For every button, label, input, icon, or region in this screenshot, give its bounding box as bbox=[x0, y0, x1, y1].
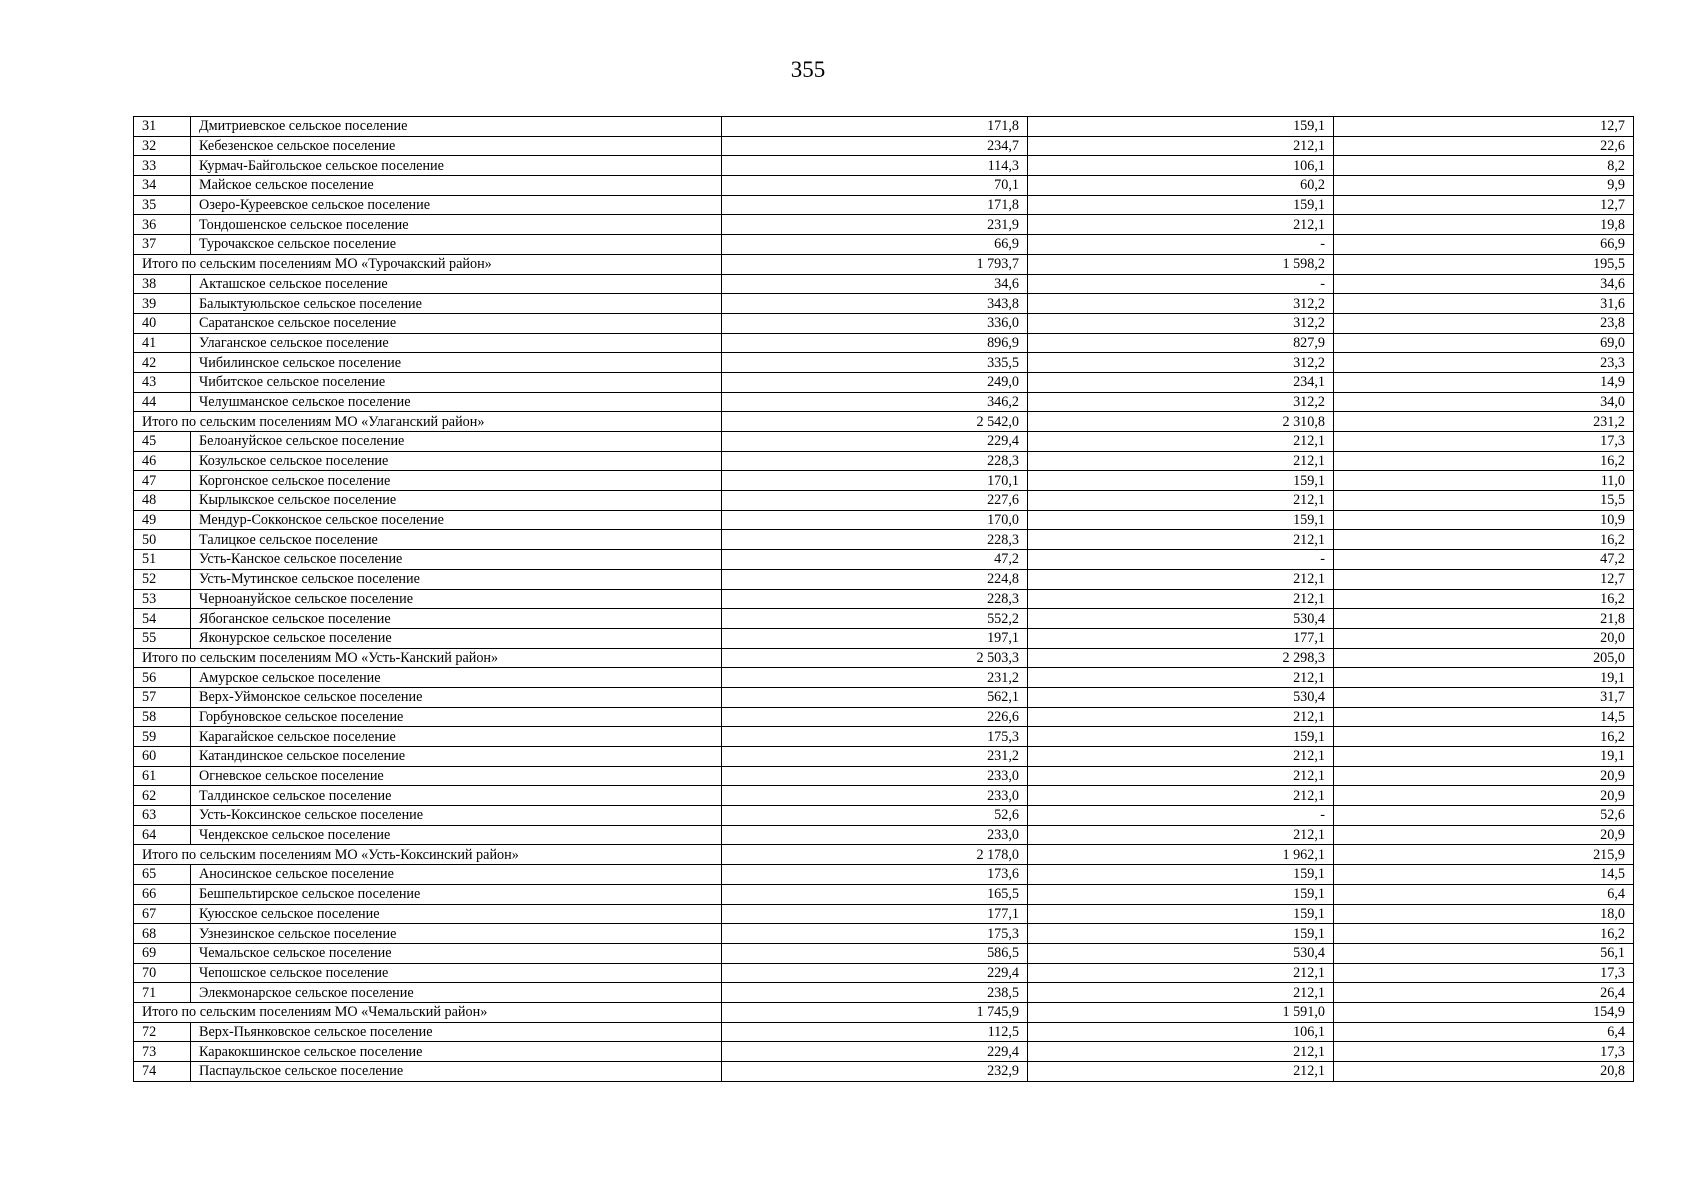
value-cell-1: 233,0 bbox=[722, 825, 1028, 845]
value-cell-2: 212,1 bbox=[1028, 451, 1334, 471]
value-cell-2: 159,1 bbox=[1028, 471, 1334, 491]
row-number-cell: 55 bbox=[134, 628, 191, 648]
value-cell-2: 212,1 bbox=[1028, 786, 1334, 806]
table-row bbox=[134, 156, 1634, 176]
value-cell-2: 212,1 bbox=[1028, 1042, 1334, 1062]
value-cell-1: 335,5 bbox=[722, 353, 1028, 373]
row-number-cell: 63 bbox=[134, 806, 191, 826]
settlement-name-cell: Челушманское сельское поселение bbox=[191, 392, 722, 412]
settlement-name-cell: Козульское сельское поселение bbox=[191, 451, 722, 471]
value-cell-1: 165,5 bbox=[722, 884, 1028, 904]
value-cell-2: 106,1 bbox=[1028, 1022, 1334, 1042]
value-cell-1: 114,3 bbox=[722, 156, 1028, 176]
value-cell-3: 26,4 bbox=[1334, 983, 1634, 1003]
settlement-name-cell: Амурское сельское поселение bbox=[191, 668, 722, 688]
value-cell-2: 159,1 bbox=[1028, 510, 1334, 530]
value-cell-2: 530,4 bbox=[1028, 687, 1334, 707]
row-number-cell: 70 bbox=[134, 963, 191, 983]
value-cell-1: 343,8 bbox=[722, 294, 1028, 314]
settlement-name-cell: Белоануйское сельское поселение bbox=[191, 432, 722, 452]
settlement-name-cell: Элекмонарское сельское поселение bbox=[191, 983, 722, 1003]
table-row bbox=[134, 766, 1634, 786]
value-cell-1: 2 542,0 bbox=[722, 412, 1028, 432]
row-number-cell: 61 bbox=[134, 766, 191, 786]
table-row bbox=[134, 628, 1634, 648]
value-cell-3: 8,2 bbox=[1334, 156, 1634, 176]
settlement-name-cell: Горбуновское сельское поселение bbox=[191, 707, 722, 727]
table-row bbox=[134, 707, 1634, 727]
value-cell-1: 47,2 bbox=[722, 550, 1028, 570]
value-cell-3: 66,9 bbox=[1334, 235, 1634, 255]
value-cell-3: 23,3 bbox=[1334, 353, 1634, 373]
table-row bbox=[134, 491, 1634, 511]
settlement-name-cell: Верх-Пьянковское сельское поселение bbox=[191, 1022, 722, 1042]
value-cell-3: 12,7 bbox=[1334, 569, 1634, 589]
value-cell-2: 177,1 bbox=[1028, 628, 1334, 648]
value-cell-3: 47,2 bbox=[1334, 550, 1634, 570]
total-label-cell: Итого по сельским поселениям МО «Усть-Канский район» bbox=[134, 648, 722, 668]
value-cell-3: 195,5 bbox=[1334, 254, 1634, 274]
row-number-cell: 35 bbox=[134, 195, 191, 215]
settlement-name-cell: Черноануйское сельское поселение bbox=[191, 589, 722, 609]
value-cell-2: 212,1 bbox=[1028, 668, 1334, 688]
settlement-name-cell: Дмитриевское сельское поселение bbox=[191, 117, 722, 137]
value-cell-1: 171,8 bbox=[722, 195, 1028, 215]
value-cell-3: 6,4 bbox=[1334, 1022, 1634, 1042]
value-cell-1: 234,7 bbox=[722, 136, 1028, 156]
value-cell-1: 562,1 bbox=[722, 687, 1028, 707]
value-cell-2: 212,1 bbox=[1028, 963, 1334, 983]
total-row bbox=[134, 648, 1634, 668]
value-cell-3: 16,2 bbox=[1334, 451, 1634, 471]
value-cell-2: 212,1 bbox=[1028, 707, 1334, 727]
value-cell-1: 2 503,3 bbox=[722, 648, 1028, 668]
table-row bbox=[134, 294, 1634, 314]
value-cell-3: 34,0 bbox=[1334, 392, 1634, 412]
value-cell-3: 11,0 bbox=[1334, 471, 1634, 491]
value-cell-2: 1 962,1 bbox=[1028, 845, 1334, 865]
value-cell-2: 159,1 bbox=[1028, 195, 1334, 215]
row-number-cell: 62 bbox=[134, 786, 191, 806]
total-row bbox=[134, 412, 1634, 432]
value-cell-1: 66,9 bbox=[722, 235, 1028, 255]
row-number-cell: 45 bbox=[134, 432, 191, 452]
value-cell-1: 224,8 bbox=[722, 569, 1028, 589]
value-cell-2: 159,1 bbox=[1028, 924, 1334, 944]
total-label-cell: Итого по сельским поселениям МО «Улаганский район» bbox=[134, 412, 722, 432]
table-row bbox=[134, 1022, 1634, 1042]
value-cell-3: 22,6 bbox=[1334, 136, 1634, 156]
table-row bbox=[134, 117, 1634, 137]
settlement-name-cell: Каракокшинское сельское поселение bbox=[191, 1042, 722, 1062]
value-cell-3: 20,0 bbox=[1334, 628, 1634, 648]
value-cell-2: 234,1 bbox=[1028, 372, 1334, 392]
value-cell-1: 231,2 bbox=[722, 668, 1028, 688]
table-row bbox=[134, 924, 1634, 944]
value-cell-2: 312,2 bbox=[1028, 353, 1334, 373]
value-cell-2: 212,1 bbox=[1028, 589, 1334, 609]
value-cell-2: 1 591,0 bbox=[1028, 1002, 1334, 1022]
value-cell-2: 212,1 bbox=[1028, 491, 1334, 511]
value-cell-3: 21,8 bbox=[1334, 609, 1634, 629]
value-cell-3: 31,7 bbox=[1334, 687, 1634, 707]
value-cell-3: 16,2 bbox=[1334, 530, 1634, 550]
value-cell-2: 827,9 bbox=[1028, 333, 1334, 353]
value-cell-1: 229,4 bbox=[722, 963, 1028, 983]
value-cell-2: 212,1 bbox=[1028, 983, 1334, 1003]
row-number-cell: 68 bbox=[134, 924, 191, 944]
settlement-name-cell: Тондошенское сельское поселение bbox=[191, 215, 722, 235]
row-number-cell: 66 bbox=[134, 884, 191, 904]
settlement-name-cell: Чибилинское сельское поселение bbox=[191, 353, 722, 373]
total-row bbox=[134, 845, 1634, 865]
value-cell-3: 69,0 bbox=[1334, 333, 1634, 353]
settlement-name-cell: Паспаульское сельское поселение bbox=[191, 1062, 722, 1082]
table-row bbox=[134, 451, 1634, 471]
settlement-name-cell: Майское сельское поселение bbox=[191, 176, 722, 196]
total-row bbox=[134, 1002, 1634, 1022]
value-cell-2: 159,1 bbox=[1028, 117, 1334, 137]
settlement-name-cell: Коргонское сельское поселение bbox=[191, 471, 722, 491]
total-label-cell: Итого по сельским поселениям МО «Усть-Коксинский район» bbox=[134, 845, 722, 865]
row-number-cell: 42 bbox=[134, 353, 191, 373]
value-cell-1: 170,1 bbox=[722, 471, 1028, 491]
settlement-name-cell: Куюсское сельское поселение bbox=[191, 904, 722, 924]
value-cell-3: 20,9 bbox=[1334, 825, 1634, 845]
row-number-cell: 69 bbox=[134, 943, 191, 963]
row-number-cell: 34 bbox=[134, 176, 191, 196]
value-cell-3: 34,6 bbox=[1334, 274, 1634, 294]
value-cell-1: 233,0 bbox=[722, 766, 1028, 786]
row-number-cell: 32 bbox=[134, 136, 191, 156]
settlements-table bbox=[133, 116, 1634, 1082]
settlement-name-cell: Мендур-Сокконское сельское поселение bbox=[191, 510, 722, 530]
table-row bbox=[134, 353, 1634, 373]
row-number-cell: 72 bbox=[134, 1022, 191, 1042]
value-cell-1: 177,1 bbox=[722, 904, 1028, 924]
settlement-name-cell: Аносинское сельское поселение bbox=[191, 865, 722, 885]
value-cell-2: 159,1 bbox=[1028, 727, 1334, 747]
value-cell-3: 19,1 bbox=[1334, 668, 1634, 688]
row-number-cell: 36 bbox=[134, 215, 191, 235]
table-row bbox=[134, 806, 1634, 826]
row-number-cell: 52 bbox=[134, 569, 191, 589]
value-cell-1: 229,4 bbox=[722, 1042, 1028, 1062]
value-cell-1: 233,0 bbox=[722, 786, 1028, 806]
value-cell-1: 173,6 bbox=[722, 865, 1028, 885]
settlement-name-cell: Огневское сельское поселение bbox=[191, 766, 722, 786]
value-cell-1: 34,6 bbox=[722, 274, 1028, 294]
row-number-cell: 46 bbox=[134, 451, 191, 471]
table-row bbox=[134, 904, 1634, 924]
value-cell-3: 12,7 bbox=[1334, 117, 1634, 137]
table-row bbox=[134, 943, 1634, 963]
value-cell-2: - bbox=[1028, 235, 1334, 255]
row-number-cell: 56 bbox=[134, 668, 191, 688]
table-row bbox=[134, 589, 1634, 609]
row-number-cell: 44 bbox=[134, 392, 191, 412]
settlement-name-cell: Усть-Мутинское сельское поселение bbox=[191, 569, 722, 589]
value-cell-3: 15,5 bbox=[1334, 491, 1634, 511]
value-cell-3: 16,2 bbox=[1334, 589, 1634, 609]
settlement-name-cell: Талицкое сельское поселение bbox=[191, 530, 722, 550]
value-cell-3: 20,9 bbox=[1334, 766, 1634, 786]
settlement-name-cell: Курмач-Байгольское сельское поселение bbox=[191, 156, 722, 176]
table-row bbox=[134, 392, 1634, 412]
value-cell-3: 9,9 bbox=[1334, 176, 1634, 196]
value-cell-1: 52,6 bbox=[722, 806, 1028, 826]
value-cell-1: 228,3 bbox=[722, 451, 1028, 471]
value-cell-3: 14,5 bbox=[1334, 865, 1634, 885]
value-cell-2: 159,1 bbox=[1028, 904, 1334, 924]
value-cell-2: 159,1 bbox=[1028, 884, 1334, 904]
value-cell-1: 70,1 bbox=[722, 176, 1028, 196]
value-cell-3: 16,2 bbox=[1334, 727, 1634, 747]
table-row bbox=[134, 136, 1634, 156]
table-row bbox=[134, 510, 1634, 530]
value-cell-2: 212,1 bbox=[1028, 825, 1334, 845]
value-cell-3: 231,2 bbox=[1334, 412, 1634, 432]
table-row bbox=[134, 884, 1634, 904]
value-cell-2: 2 310,8 bbox=[1028, 412, 1334, 432]
value-cell-1: 586,5 bbox=[722, 943, 1028, 963]
row-number-cell: 48 bbox=[134, 491, 191, 511]
value-cell-3: 14,9 bbox=[1334, 372, 1634, 392]
value-cell-2: 530,4 bbox=[1028, 609, 1334, 629]
table-row bbox=[134, 1042, 1634, 1062]
settlement-name-cell: Турочакское сельское поселение bbox=[191, 235, 722, 255]
value-cell-1: 249,0 bbox=[722, 372, 1028, 392]
value-cell-2: 312,2 bbox=[1028, 392, 1334, 412]
settlement-name-cell: Карагайское сельское поселение bbox=[191, 727, 722, 747]
settlement-name-cell: Верх-Уймонское сельское поселение bbox=[191, 687, 722, 707]
value-cell-1: 226,6 bbox=[722, 707, 1028, 727]
value-cell-2: 530,4 bbox=[1028, 943, 1334, 963]
value-cell-1: 175,3 bbox=[722, 924, 1028, 944]
value-cell-2: 212,1 bbox=[1028, 766, 1334, 786]
value-cell-2: 312,2 bbox=[1028, 294, 1334, 314]
value-cell-1: 231,9 bbox=[722, 215, 1028, 235]
value-cell-3: 16,2 bbox=[1334, 924, 1634, 944]
table-row bbox=[134, 569, 1634, 589]
table-body bbox=[134, 117, 1634, 1082]
value-cell-3: 17,3 bbox=[1334, 1042, 1634, 1062]
table-row bbox=[134, 372, 1634, 392]
table-row bbox=[134, 550, 1634, 570]
row-number-cell: 37 bbox=[134, 235, 191, 255]
row-number-cell: 65 bbox=[134, 865, 191, 885]
value-cell-2: 212,1 bbox=[1028, 747, 1334, 767]
settlement-name-cell: Чемальское сельское поселение bbox=[191, 943, 722, 963]
settlement-name-cell: Улаганское сельское поселение bbox=[191, 333, 722, 353]
value-cell-2: 106,1 bbox=[1028, 156, 1334, 176]
row-number-cell: 43 bbox=[134, 372, 191, 392]
value-cell-3: 31,6 bbox=[1334, 294, 1634, 314]
row-number-cell: 33 bbox=[134, 156, 191, 176]
value-cell-1: 896,9 bbox=[722, 333, 1028, 353]
value-cell-3: 10,9 bbox=[1334, 510, 1634, 530]
row-number-cell: 73 bbox=[134, 1042, 191, 1062]
value-cell-2: 212,1 bbox=[1028, 530, 1334, 550]
value-cell-2: 212,1 bbox=[1028, 1062, 1334, 1082]
row-number-cell: 41 bbox=[134, 333, 191, 353]
value-cell-1: 197,1 bbox=[722, 628, 1028, 648]
table-row bbox=[134, 727, 1634, 747]
row-number-cell: 54 bbox=[134, 609, 191, 629]
value-cell-1: 346,2 bbox=[722, 392, 1028, 412]
row-number-cell: 51 bbox=[134, 550, 191, 570]
settlement-name-cell: Ябоганское сельское поселение bbox=[191, 609, 722, 629]
settlement-name-cell: Чибитское сельское поселение bbox=[191, 372, 722, 392]
value-cell-1: 171,8 bbox=[722, 117, 1028, 137]
table-row bbox=[134, 432, 1634, 452]
value-cell-1: 1 793,7 bbox=[722, 254, 1028, 274]
settlement-name-cell: Усть-Канское сельское поселение bbox=[191, 550, 722, 570]
table-row bbox=[134, 865, 1634, 885]
table-row bbox=[134, 668, 1634, 688]
value-cell-3: 205,0 bbox=[1334, 648, 1634, 668]
total-label-cell: Итого по сельским поселениям МО «Турочакский район» bbox=[134, 254, 722, 274]
total-label-cell: Итого по сельским поселениям МО «Чемальский район» bbox=[134, 1002, 722, 1022]
table-row bbox=[134, 313, 1634, 333]
value-cell-3: 20,8 bbox=[1334, 1062, 1634, 1082]
value-cell-3: 20,9 bbox=[1334, 786, 1634, 806]
table-row bbox=[134, 687, 1634, 707]
row-number-cell: 47 bbox=[134, 471, 191, 491]
value-cell-1: 336,0 bbox=[722, 313, 1028, 333]
value-cell-1: 175,3 bbox=[722, 727, 1028, 747]
settlement-name-cell: Узнезинское сельское поселение bbox=[191, 924, 722, 944]
table-row bbox=[134, 274, 1634, 294]
row-number-cell: 60 bbox=[134, 747, 191, 767]
value-cell-1: 228,3 bbox=[722, 589, 1028, 609]
table-row bbox=[134, 983, 1634, 1003]
value-cell-2: - bbox=[1028, 806, 1334, 826]
table-row bbox=[134, 215, 1634, 235]
table-row bbox=[134, 333, 1634, 353]
settlement-name-cell: Балыктуюльское сельское поселение bbox=[191, 294, 722, 314]
row-number-cell: 64 bbox=[134, 825, 191, 845]
value-cell-2: 159,1 bbox=[1028, 865, 1334, 885]
settlement-name-cell: Катандинское сельское поселение bbox=[191, 747, 722, 767]
row-number-cell: 59 bbox=[134, 727, 191, 747]
table-row bbox=[134, 825, 1634, 845]
row-number-cell: 71 bbox=[134, 983, 191, 1003]
table-row bbox=[134, 747, 1634, 767]
value-cell-3: 18,0 bbox=[1334, 904, 1634, 924]
value-cell-3: 19,1 bbox=[1334, 747, 1634, 767]
value-cell-1: 229,4 bbox=[722, 432, 1028, 452]
row-number-cell: 74 bbox=[134, 1062, 191, 1082]
row-number-cell: 31 bbox=[134, 117, 191, 137]
value-cell-3: 215,9 bbox=[1334, 845, 1634, 865]
settlement-name-cell: Чепошское сельское поселение bbox=[191, 963, 722, 983]
page-number: 355 bbox=[790, 57, 826, 82]
value-cell-2: 212,1 bbox=[1028, 215, 1334, 235]
settlement-name-cell: Акташское сельское поселение bbox=[191, 274, 722, 294]
value-cell-1: 231,2 bbox=[722, 747, 1028, 767]
value-cell-2: 212,1 bbox=[1028, 569, 1334, 589]
table-row bbox=[134, 1062, 1634, 1082]
value-cell-2: 60,2 bbox=[1028, 176, 1334, 196]
total-row bbox=[134, 254, 1634, 274]
value-cell-1: 552,2 bbox=[722, 609, 1028, 629]
value-cell-2: 212,1 bbox=[1028, 432, 1334, 452]
settlement-name-cell: Кебезенское сельское поселение bbox=[191, 136, 722, 156]
row-number-cell: 58 bbox=[134, 707, 191, 727]
value-cell-3: 17,3 bbox=[1334, 963, 1634, 983]
value-cell-3: 23,8 bbox=[1334, 313, 1634, 333]
value-cell-1: 112,5 bbox=[722, 1022, 1028, 1042]
row-number-cell: 67 bbox=[134, 904, 191, 924]
settlement-name-cell: Бешпельтирское сельское поселение bbox=[191, 884, 722, 904]
settlement-name-cell: Усть-Коксинское сельское поселение bbox=[191, 806, 722, 826]
value-cell-2: 312,2 bbox=[1028, 313, 1334, 333]
settlement-name-cell: Озеро-Куреевское сельское поселение bbox=[191, 195, 722, 215]
row-number-cell: 57 bbox=[134, 687, 191, 707]
value-cell-1: 232,9 bbox=[722, 1062, 1028, 1082]
table-row bbox=[134, 195, 1634, 215]
value-cell-3: 14,5 bbox=[1334, 707, 1634, 727]
value-cell-2: 212,1 bbox=[1028, 136, 1334, 156]
row-number-cell: 39 bbox=[134, 294, 191, 314]
value-cell-1: 227,6 bbox=[722, 491, 1028, 511]
value-cell-2: - bbox=[1028, 550, 1334, 570]
value-cell-1: 228,3 bbox=[722, 530, 1028, 550]
value-cell-2: - bbox=[1028, 274, 1334, 294]
value-cell-3: 52,6 bbox=[1334, 806, 1634, 826]
value-cell-1: 170,0 bbox=[722, 510, 1028, 530]
row-number-cell: 49 bbox=[134, 510, 191, 530]
value-cell-3: 6,4 bbox=[1334, 884, 1634, 904]
table-row bbox=[134, 786, 1634, 806]
value-cell-1: 2 178,0 bbox=[722, 845, 1028, 865]
row-number-cell: 40 bbox=[134, 313, 191, 333]
value-cell-1: 1 745,9 bbox=[722, 1002, 1028, 1022]
table-row bbox=[134, 176, 1634, 196]
settlement-name-cell: Яконурское сельское поселение bbox=[191, 628, 722, 648]
settlement-name-cell: Талдинское сельское поселение bbox=[191, 786, 722, 806]
value-cell-3: 56,1 bbox=[1334, 943, 1634, 963]
settlement-name-cell: Кырлыкское сельское поселение bbox=[191, 491, 722, 511]
row-number-cell: 38 bbox=[134, 274, 191, 294]
value-cell-3: 12,7 bbox=[1334, 195, 1634, 215]
row-number-cell: 53 bbox=[134, 589, 191, 609]
table-row bbox=[134, 235, 1634, 255]
value-cell-3: 17,3 bbox=[1334, 432, 1634, 452]
table-row bbox=[134, 963, 1634, 983]
table-row bbox=[134, 530, 1634, 550]
settlement-name-cell: Саратанское сельское поселение bbox=[191, 313, 722, 333]
value-cell-3: 154,9 bbox=[1334, 1002, 1634, 1022]
table-row bbox=[134, 471, 1634, 491]
table-row bbox=[134, 609, 1634, 629]
value-cell-2: 1 598,2 bbox=[1028, 254, 1334, 274]
value-cell-3: 19,8 bbox=[1334, 215, 1634, 235]
value-cell-1: 238,5 bbox=[722, 983, 1028, 1003]
row-number-cell: 50 bbox=[134, 530, 191, 550]
value-cell-2: 2 298,3 bbox=[1028, 648, 1334, 668]
settlement-name-cell: Чендекское сельское поселение bbox=[191, 825, 722, 845]
